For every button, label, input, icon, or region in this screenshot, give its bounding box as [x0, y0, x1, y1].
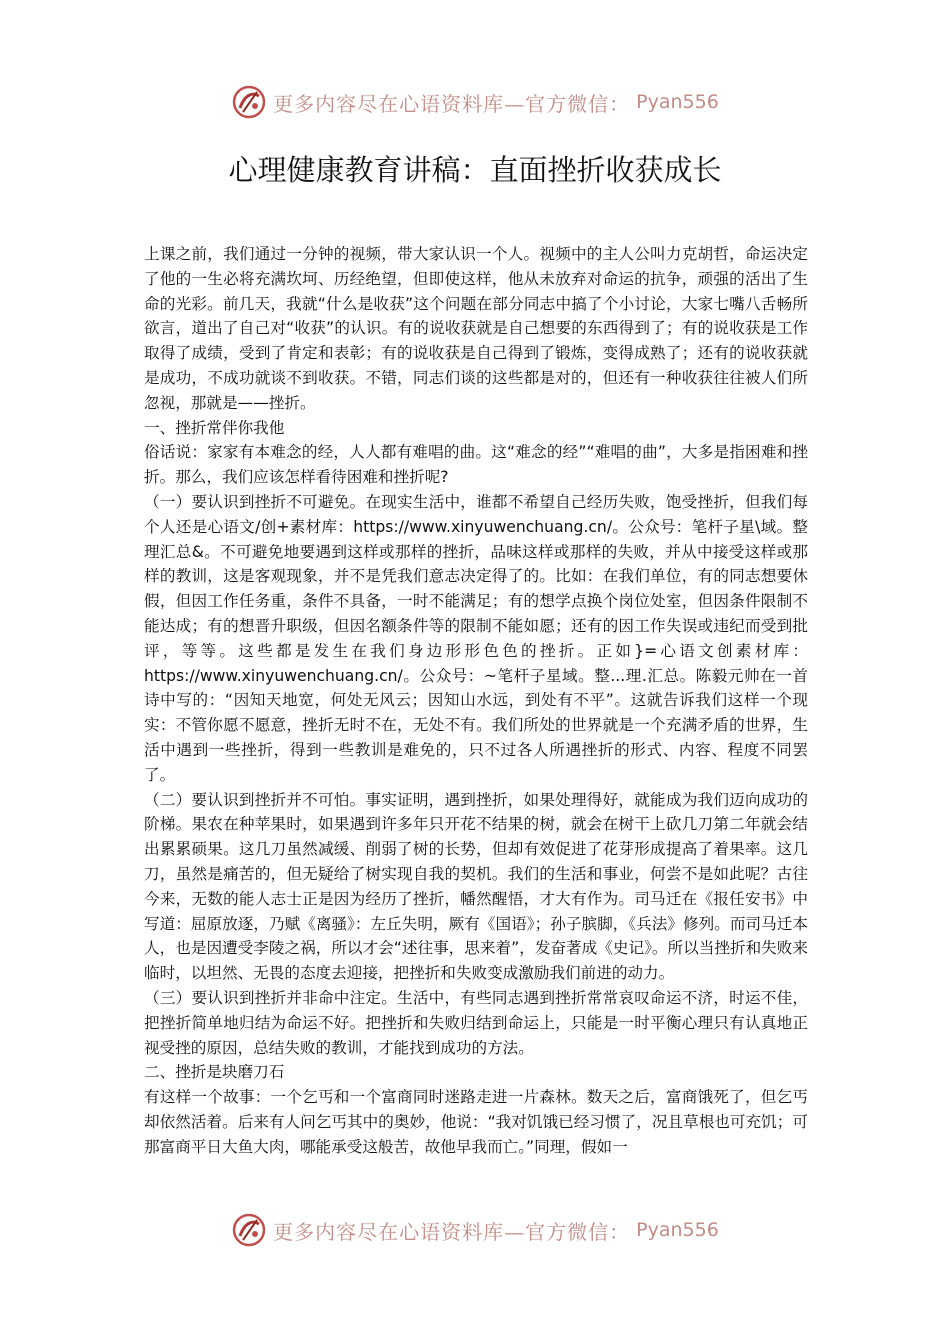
section-heading: 一、挫折常伴你我他 — [144, 418, 285, 437]
paragraph: 俗话说：家家有本难念的经，人人都有难唱的曲。这“难念的经”“难唱的曲”，大多是指困难和挫折。那么，我们应该怎样看待困难和挫折呢? — [144, 443, 808, 487]
banner-wechat-id: Pyan556 — [636, 91, 719, 113]
banner-wechat-id: Pyan556 — [636, 1219, 719, 1241]
section-heading: 二、挫折是块磨刀石 — [144, 1063, 285, 1082]
logo-icon — [231, 84, 267, 120]
paragraph: （一）要认识到挫折不可避免。在现实生活中，谁都不希望自己经历失败，饱受挫折，但我们每个人还是心语文/创+素材库：https://www.xinyuwenchuang.cn/。公众号：笔杆子星\域。整理汇总&。不可避免地要遇到这样或那样的挫折，品味这样或那样的失败，并从中接受这样或那样的教训，这是客观现象，并不是凭我们意志决定得了的。比如：在我们单位，有的同志想要休假，但因工作任务重，条件不具备，一时不能满足；有的想学点换个岗位处室，但因条件限制不能达成；有的想晋升职级，但因名额条件等的限制不能如愿；还有的因工作失误或违纪而受到批评，等等。这些都是发生在我们身边形形色色的挫折。正如}=心语文创素材库：https://www.xinyuwenchuang.cn/。公众号：~笔杆子星域。整...理.汇总。陈毅元帅在一首诗中写的：“因知天地宽，何处无风云；因知山水远，到处有不平”。这就告诉我们这样一个现实：不管你愿不愿意，挫折无时不在，无处不有。我们所处的世界就是一个充满矛盾的世界，生活中遇到一些挫折，得到一些教训是难免的，只不过各人所遇挫折的形式、内容、程度不同罢了。 — [144, 492, 808, 784]
paragraph: 有这样一个故事：一个乞丐和一个富商同时迷路走进一片森林。数天之后，富商饿死了，但乞丐却依然活着。后来有人问乞丐其中的奥妙，他说：“我对饥饿已经习惯了，况且草根也可充饥；可那富商平日大鱼大肉，哪能承受这般苦，故他早我而亡。”同理，假如一 — [144, 1088, 808, 1156]
document-body — [144, 242, 808, 1159]
logo-icon — [231, 1212, 267, 1248]
banner-text: 更多内容尽在心语资料库—官方微信： — [273, 1219, 631, 1244]
paragraph: （三）要认识到挫折并非命中注定。生活中，有些同志遇到挫折常常哀叹命运不济，时运不佳，把挫折简单地归结为命运不好。把挫折和失败归结到命运上，只能是一时平衡心理只有认真地正视受挫的原因，总结失败的教训，才能找到成功的方法。 — [144, 988, 808, 1057]
header-banner — [0, 82, 950, 122]
page-title: 心理健康教育讲稿：直面挫折收获成长 — [228, 153, 722, 187]
banner-text: 更多内容尽在心语资料库—官方微信： — [273, 91, 631, 116]
footer-banner — [0, 1210, 950, 1250]
paragraph: 上课之前，我们通过一分钟的视频，带大家认识一个人。视频中的主人公叫力克胡哲，命运决定了他的一生必将充满坎坷、历经绝望，但即使这样，他从未放弃对命运的抗争，顽强的活出了生命的光彩。前几天，我就“什么是收获”这个问题在部分同志中搞了个小讨论，大家七嘴八舌畅所欲言，道出了自己对“收获”的认识。有的说收获就是自己想要的东西得到了；有的说收获是工作取得了成绩，受到了肯定和表彰；有的说收获是自己得到了锻炼，变得成熟了；还有的说收获就是成功，不成功就谈不到收获。不错，同志们谈的这些都是对的，但还有一种收获往往被人们所忽视，那就是——挫折。 — [144, 245, 808, 412]
paragraph: （二）要认识到挫折并不可怕。事实证明，遇到挫折，如果处理得好，就能成为我们迈向成功的阶梯。果农在种苹果时，如果遇到许多年只开花不结果的树，就会在树干上砍几刀第二年就会结出累累硕果。这几刀虽然减缓、削弱了树的长势，但却有效促进了花芽形成提高了着果率。这几刀，虽然是痛苦的，但无疑给了树实现自我的契机。我们的生活和事业，何尝不是如此呢？古往今来，无数的能人志士正是因为经历了挫折，幡然醒悟，才大有作为。司马迁在《报任安书》中写道：屈原放逐，乃赋《离骚》：左丘失明，厥有《国语》；孙子膑脚，《兵法》修列。而司马迁本人，也是因遭受李陵之祸，所以才会“述往事，思来着”，发奋著成《史记》。所以当挫折和失败来临时，以坦然、无畏的态度去迎接，把挫折和失败变成激励我们前进的动力。 — [144, 790, 808, 983]
